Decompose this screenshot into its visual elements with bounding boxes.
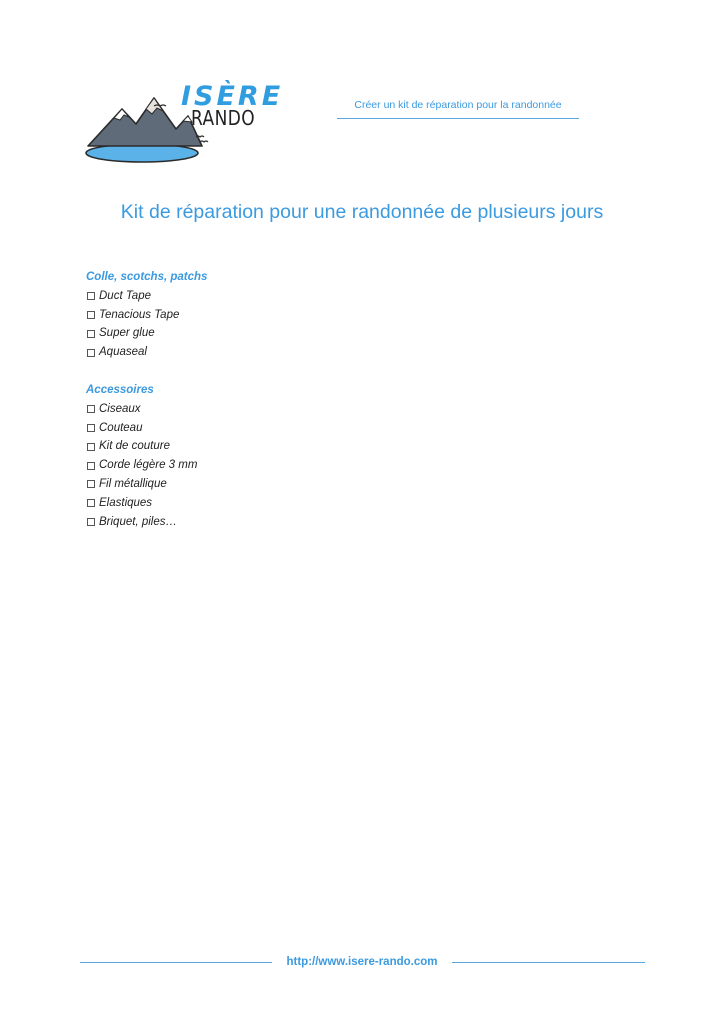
logo-text-isere: ISÈRE	[181, 81, 284, 112]
checkbox-icon[interactable]	[87, 518, 95, 526]
checklist-item[interactable]	[86, 419, 197, 438]
footer-link[interactable]: http://www.isere-rando.com	[286, 956, 438, 968]
item-label: Tenacious Tape	[99, 308, 180, 321]
item-label: Elastiques	[99, 496, 153, 509]
section-accessoires	[86, 381, 197, 531]
checklist-item[interactable]	[86, 475, 197, 494]
checkbox-icon[interactable]	[87, 480, 95, 488]
section-heading: Accessoires	[86, 384, 154, 396]
checkbox-icon[interactable]	[87, 405, 95, 413]
checkbox-icon[interactable]	[87, 424, 95, 432]
section-heading: Colle, scotchs, patchs	[86, 271, 208, 283]
checklist-item[interactable]	[86, 306, 207, 325]
checklist-item[interactable]	[86, 400, 197, 419]
checkbox-icon[interactable]	[87, 462, 95, 470]
checklist-item[interactable]	[86, 494, 197, 513]
section-colle	[86, 268, 207, 362]
checklist-item[interactable]	[86, 324, 207, 343]
item-label: Aquaseal	[99, 346, 147, 359]
checklist-item[interactable]	[86, 456, 197, 475]
checklist-item[interactable]	[86, 437, 197, 456]
header-tagline: Créer un kit de réparation pour la randonnée	[337, 96, 579, 119]
checklist-item[interactable]	[86, 343, 207, 362]
checkbox-icon[interactable]	[87, 443, 95, 451]
checkbox-icon[interactable]	[87, 292, 95, 300]
item-label: Corde légère 3 mm	[99, 459, 198, 472]
item-label: Briquet, piles…	[99, 515, 177, 528]
checkbox-icon[interactable]	[87, 311, 95, 319]
item-label: Duct Tape	[99, 289, 151, 302]
item-label: Kit de couture	[99, 440, 170, 453]
item-label: Ciseaux	[99, 402, 141, 415]
logo-text-rando: RANDO	[191, 106, 256, 130]
checklist-item[interactable]	[86, 513, 197, 532]
site-logo[interactable]	[84, 81, 284, 166]
page-title: Kit de réparation pour une randonnée de plusieurs jours	[120, 201, 604, 223]
item-label: Fil métallique	[99, 477, 167, 490]
item-label: Super glue	[99, 327, 155, 340]
item-label: Couteau	[99, 421, 143, 434]
footer-divider-right	[452, 962, 645, 963]
checkbox-icon[interactable]	[87, 349, 95, 357]
checklist-item[interactable]	[86, 287, 207, 306]
checkbox-icon[interactable]	[87, 330, 95, 338]
checkbox-icon[interactable]	[87, 499, 95, 507]
